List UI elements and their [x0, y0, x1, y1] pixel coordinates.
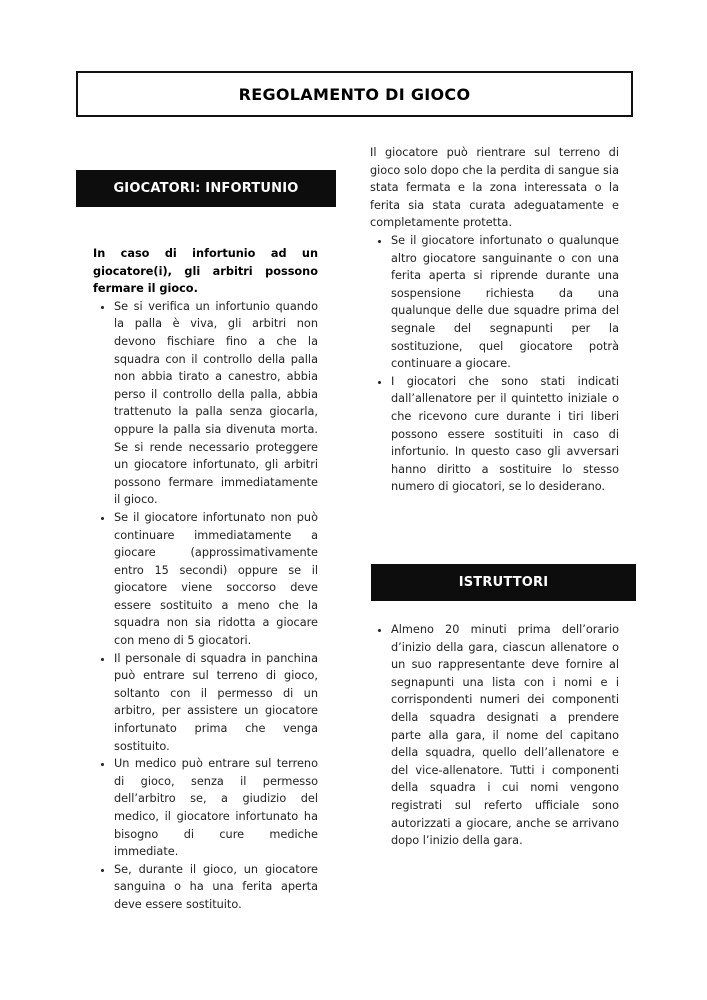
page-title-box	[76, 71, 633, 117]
giocatori-bullet-list	[93, 298, 318, 914]
continuation-paragraph: Il giocatore può rientrare sul terreno di gioco solo dopo che la perdita di sangue sia stata fermata e la zona interessata o la ferita sia stata curata adeguatamente e completamente protetta.	[370, 146, 619, 230]
istruttori-bullet-list	[370, 621, 619, 850]
list-item: • Un medico può entrare sul terreno di gioco, senza il permesso dell’arbitro se, a giudizio del medico, il giocatore infortunato ha bisogno di cure mediche immediate.	[114, 755, 318, 861]
page-title: REGOLAMENTO DI GIOCO	[238, 84, 471, 104]
list-item: • Se il giocatore infortunato non può continuare immediatamente a giocare (approssimativamente entro 15 secondi) oppure se il giocatore viene soccorso deve essere sostituito a meno che la squadra non sia ridotta a giocare con meno di 5 giocatori.	[114, 509, 318, 650]
section-header-giocatori: GIOCATORI: INFORTUNIO	[76, 170, 336, 207]
list-item: • I giocatori che sono stati indicati dall’allenatore per il quintetto iniziale o che ricevono cure durante i tiri liberi possono essere sostituiti in caso di infortunio. In questo caso gli avversari hanno diritto a sostituire lo stesso numero di giocatori, se lo desiderano.	[391, 373, 619, 496]
list-item: • Se il giocatore infortunato o qualunque altro giocatore sanguinante o con una ferita aperta si riprende durante una sospensione richiesta da una qualunque delle due squadre prima del segnale del segnapunti per la sostituzione, quel giocatore potrà continuare a giocare.	[391, 232, 619, 373]
giocatori-continuation	[370, 144, 619, 496]
list-item: • Il personale di squadra in panchina può entrare sul terreno di gioco, soltanto con il permesso di un arbitro, per assistere un giocatore infortunato prima che venga sostituito.	[114, 650, 318, 756]
list-item: • Se, durante il gioco, un giocatore sanguina o ha una ferita aperta deve essere sostituito.	[114, 861, 318, 914]
list-item: • Se si verifica un infortunio quando la palla è viva, gli arbitri non devono fischiare fino a che la squadra con il controllo della palla non abbia tirato a canestro, abbia perso il controllo della palla, abbia trattenuto la palla senza giocarla, oppure la palla sia divenuta morta. Se si rende necessario proteggere un giocatore infortunato, gli arbitri possono fermare immediatamente il gioco.	[114, 298, 318, 509]
continuation-bullet-list	[370, 232, 619, 496]
giocatori-intro: In caso di infortunio ad un giocatore(i), gli arbitri possono fermare il gioco.	[93, 247, 318, 296]
giocatori-column	[93, 245, 318, 914]
list-item: • Almeno 20 minuti prima dell’orario d’inizio della gara, ciascun allenatore o un suo rappresentante deve fornire al segnapunti una lista con i nomi e i corrispondenti numeri dei componenti della squadra designati a prendere parte alla gara, il nome del capitano della squadra, quello dell’allenatore e del vice-allenatore. Tutti i componenti della squadra i cui nomi vengono registrati sul referto ufficiale sono autorizzati a giocare, anche se arrivano dopo l’inizio della gara.	[391, 621, 619, 850]
istruttori-column	[370, 621, 619, 850]
section-header-istruttori: ISTRUTTORI	[371, 564, 636, 601]
